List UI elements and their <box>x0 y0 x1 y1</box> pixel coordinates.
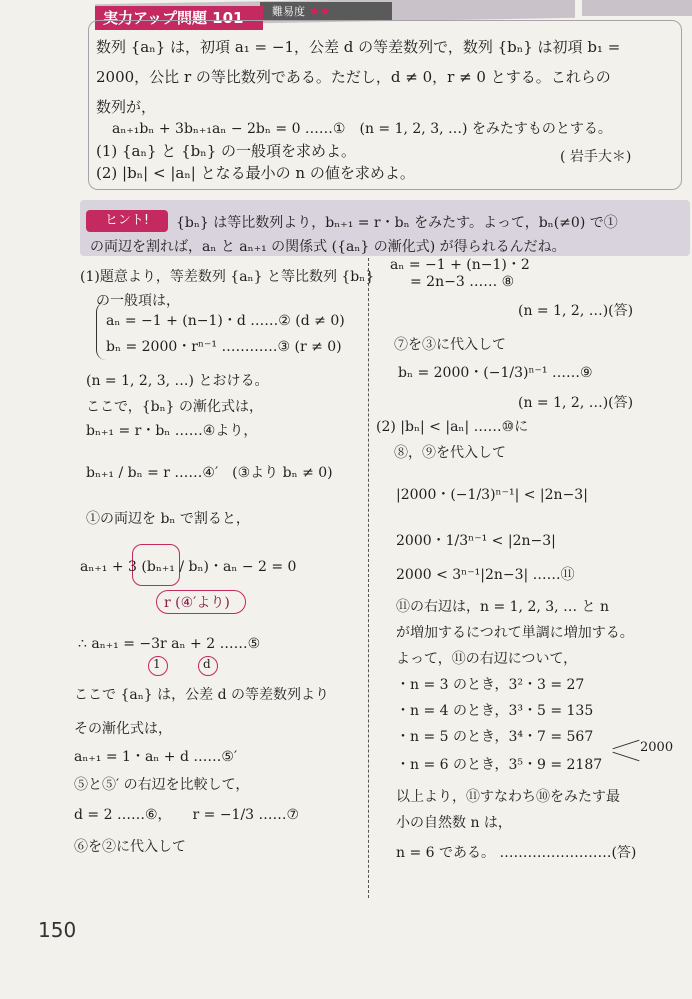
left-line-2: の一般項は， <box>96 293 180 309</box>
right-line-17: ・n = 5 のとき，3⁴・7 = 567 <box>396 729 594 745</box>
right-line-8: ⑧，⑨を代入して <box>394 445 506 461</box>
left-line-10: aₙ₊₁ + 3 (bₙ₊₁ / bₙ)・aₙ − 2 = 0 <box>80 559 297 575</box>
left-line-16: その漸化式は， <box>74 721 172 737</box>
problem-question-1: (1) {aₙ} と {bₙ} の一般項を求めよ。 <box>96 142 357 160</box>
problem-line-2: 2000，公比 r の等比数列である。ただし，d ≠ 0，r ≠ 0 とする。これらの <box>96 68 611 86</box>
hint-line-1: {bₙ} は等比数列より，bₙ₊₁ = r・bₙ をみたす。よって，bₙ(≠0) で① <box>176 215 618 231</box>
right-line-19: 2000 <box>640 740 674 755</box>
left-line-9: ①の両辺を bₙ で割ると， <box>86 511 250 527</box>
left-line-15: ここで {aₙ} は，公差 d の等差数列より <box>74 687 329 703</box>
difficulty-tag <box>260 2 392 20</box>
right-line-18: ・n = 6 のとき，3⁵・9 = 2187 <box>396 757 603 773</box>
hint-line-2: の両辺を割れば，aₙ と aₙ₊₁ の関係式 ({aₙ} の漸化式) が得られるんだね。 <box>90 239 566 255</box>
right-line-16: ・n = 4 のとき，3³・5 = 135 <box>396 703 594 719</box>
right-line-7: (2) |bₙ| < |aₙ| ……⑩に <box>376 419 529 435</box>
right-line-10: 2000・1/3ⁿ⁻¹ < |2n−3| <box>396 533 556 549</box>
comparison-line-lower <box>613 752 640 762</box>
page-number: 150 <box>38 918 77 942</box>
left-line-17: aₙ₊₁ = 1・aₙ + d ……⑤′ <box>74 749 238 765</box>
problem-line-3: 数列が， <box>96 98 157 116</box>
right-line-3: (n = 1, 2, …)(答) <box>518 303 634 319</box>
left-line-7: bₙ₊₁ = r・bₙ ……④より， <box>86 423 258 439</box>
right-line-21: 小の自然数 n は， <box>396 815 512 831</box>
problem-line-1: 数列 {aₙ} は，初項 a₁ = −1，公差 d の等差数列で，数列 {bₙ} は初項 b₁ = <box>96 38 621 56</box>
right-line-13: が増加するにつれて単調に増加する。 <box>396 625 634 641</box>
difficulty-label: 難易度 <box>272 5 305 18</box>
comparison-line-upper <box>613 740 640 750</box>
left-line-8: bₙ₊₁ / bₙ = r ……④′ (③より bₙ ≠ 0) <box>86 465 333 481</box>
right-line-20: 以上より，⑪すなわち⑩をみたす最 <box>396 789 620 805</box>
problem-title: 実力アップ問題 101 <box>95 6 263 30</box>
problem-equation: aₙ₊₁bₙ + 3bₙ₊₁aₙ − 2bₙ = 0 ……① (n = 1, 2, 3, …) をみたすものとする。 <box>112 121 612 137</box>
corner-tab <box>582 0 692 16</box>
left-line-1: (1)題意より，等差数列 {aₙ} と等比数列 {bₙ} <box>80 269 375 285</box>
left-line-6: ここで，{bₙ} の漸化式は， <box>86 399 264 415</box>
problem-source: ( 岩手大＊) <box>560 149 632 165</box>
problem-question-2: (2) |bₙ| < |aₙ| となる最小の n の値を求めよ。 <box>96 164 415 182</box>
column-divider <box>368 258 369 898</box>
left-line-11: r (④′より) <box>164 595 230 611</box>
right-line-11: 2000 < 3ⁿ⁻¹|2n−3| ……⑪ <box>396 567 575 583</box>
left-line-18: ⑤と⑤′ の右辺を比較して， <box>74 777 250 793</box>
right-line-9: |2000・(−1/3)ⁿ⁻¹| < |2n−3| <box>396 487 588 503</box>
left-line-12: ∴ aₙ₊₁ = −3r aₙ + 2 ……⑤ <box>78 636 261 652</box>
left-line-14: d <box>203 657 211 671</box>
right-line-12: ⑪の右辺は，n = 1, 2, 3, … と n <box>396 599 609 615</box>
right-line-14: よって，⑪の右辺について， <box>396 651 578 667</box>
right-line-5: bₙ = 2000・(−1/3)ⁿ⁻¹ ……⑨ <box>398 365 593 381</box>
right-line-15: ・n = 3 のとき，3²・3 = 27 <box>396 677 585 693</box>
left-line-4: bₙ = 2000・rⁿ⁻¹ …………③ (r ≠ 0) <box>106 339 342 355</box>
left-line-3: aₙ = −1 + (n−1)・d ……② (d ≠ 0) <box>106 313 345 329</box>
left-line-5: (n = 1, 2, 3, …) とおける。 <box>86 373 269 389</box>
difficulty-stars: ★★ <box>309 4 331 18</box>
left-line-19: d = 2 ……⑥， r = −1/3 ……⑦ <box>74 807 300 823</box>
hint-badge: ヒント! <box>86 210 168 232</box>
left-line-13: 1 <box>153 657 161 671</box>
right-line-1: aₙ = −1 + (n−1)・2 <box>390 257 530 273</box>
right-line-2: = 2n−3 …… ⑧ <box>410 274 515 290</box>
right-line-6: (n = 1, 2, …)(答) <box>518 395 634 411</box>
right-line-4: ⑦を③に代入して <box>394 337 506 353</box>
right-line-22: n = 6 である。 ……………………(答) <box>396 845 637 861</box>
left-line-20: ⑥を②に代入して <box>74 839 186 855</box>
